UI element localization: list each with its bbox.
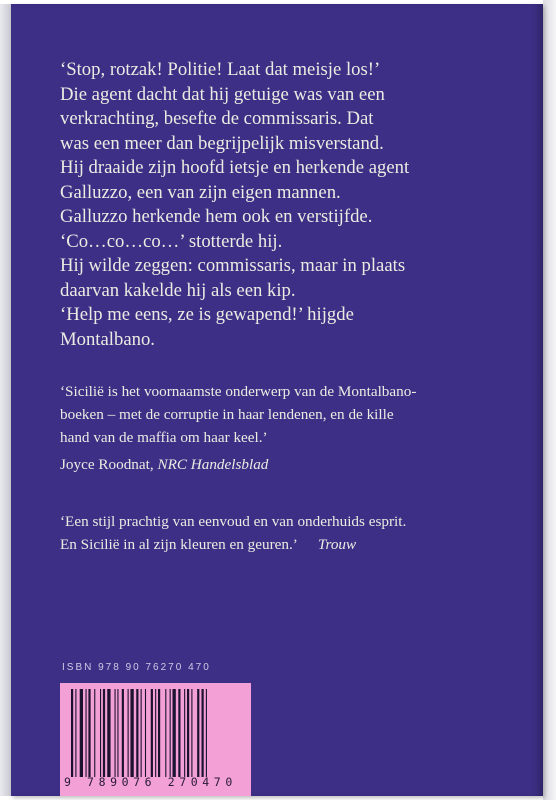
excerpt-line: Montalbano. [60,328,155,350]
book-spine-edge [0,4,11,796]
excerpt-line: daarvan kakelde hij als een kip. [60,279,296,301]
excerpt-line: Die agent dacht dat hij getuige was van een [60,83,385,105]
barcode-digits: 9 789076 270470 [64,775,237,789]
barcode [60,683,251,796]
barcode-bars [70,689,242,777]
review-line: boeken – met de corruptie in haar lendenen, en de kille [60,406,394,423]
book-page-edge [543,0,556,800]
review-line: ‘Sicilië is het voornaamste onderwerp van de Montalbano- [60,383,417,400]
review-source: Trouw [317,536,357,553]
excerpt-line: Hij wilde zeggen: commissaris, maar in plaats [60,255,406,276]
excerpt-line: ‘Stop, rotzak! Politie! Laat dat meisje los!’ [60,59,381,80]
excerpt-line: was een meer dan begrijpelijk misverstand. [60,132,384,154]
excerpt-line: Hij draaide zijn hoofd ietsje en herkende agent [60,157,410,178]
excerpt-line: ‘Help me eens, ze is gewapend!’ hijgde [60,304,354,325]
excerpt-line: verkrachting, besefte de commissaris. Dat [60,108,374,129]
review-line: hand van de maffia om haar keel.’ [60,429,268,446]
book-excerpt [60,58,520,352]
review-line-text: En Sicilië in al zijn kleuren en geuren.’ [60,536,298,553]
review-author: Joyce Roodnat, [60,456,154,473]
review-line-with-source [60,533,520,556]
excerpt-line: Galluzzo, een van zijn eigen mannen. [60,181,341,203]
isbn-label: ISBN 978 90 76270 470 [62,662,211,673]
review-source: NRC Handelsblad [157,456,269,473]
review-attribution [60,453,520,476]
review-line: ‘Een stijl prachtig van eenvoud en van onderhuids esprit. [60,513,407,530]
review-quote-nrc [60,380,520,476]
excerpt-line: ‘Co…co…co…’ stotterde hij. [60,230,283,252]
excerpt-line: Galluzzo herkende hem ook en verstijfde. [60,206,373,227]
review-quote-trouw [60,510,520,556]
